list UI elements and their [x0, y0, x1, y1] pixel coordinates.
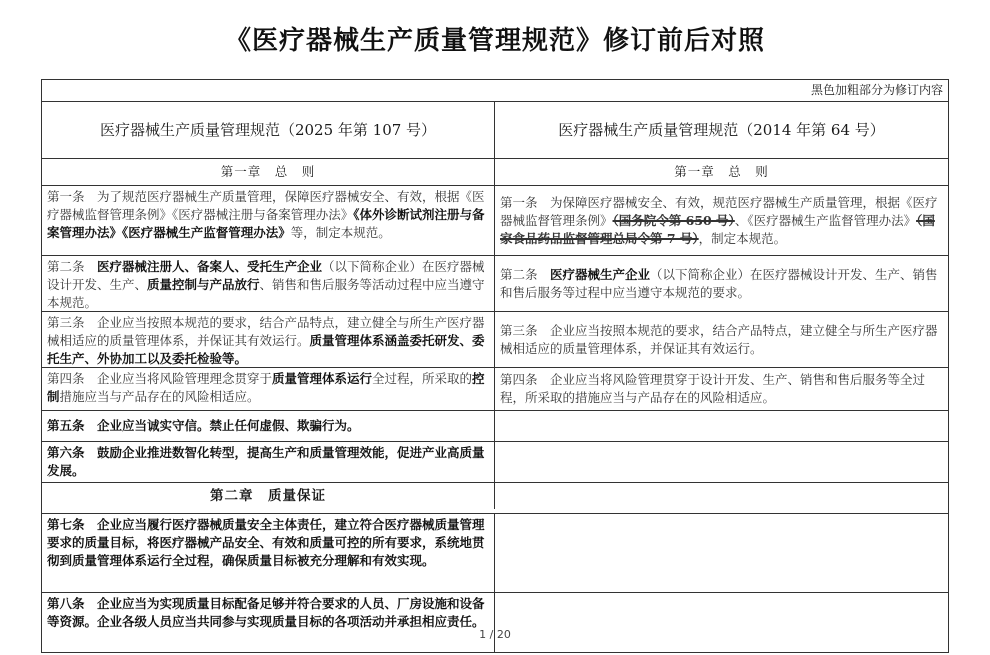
revised-text: 第六条 鼓励企业推进数智化转型，提高生产和质量管理效能，促进产业高质量发展。	[47, 445, 485, 478]
revised-text: 质量控制与产品放行	[147, 277, 260, 292]
chapter-heading-new: 第一章 总 则	[42, 159, 495, 185]
article-5-new	[42, 411, 495, 441]
article-text: （以下简称企业）在医疗器械设计开发、生产、	[47, 259, 485, 292]
article-text: 全过程，所采取的	[372, 371, 473, 386]
article-text: 、《医疗器械生产监督管理办法》	[734, 212, 917, 228]
article-1-old-text	[500, 194, 943, 248]
article-row	[42, 256, 949, 312]
chapter-heading-old: 第一章 总 则	[495, 159, 949, 185]
revised-text: 质量管理体系涵盖委托研发、委托生产、外协加工以及委托检验等。	[47, 333, 485, 366]
article-1-old	[495, 186, 949, 255]
note-row	[42, 80, 949, 102]
article-text: 、销售和售后服务等活动过程中应当遵守本规范。	[47, 277, 485, 310]
revised-text: 第五条 企业应当诚实守信。禁止任何虚假、欺骗行为。	[47, 418, 360, 433]
revised-text: 第八条 企业应当为实现质量目标配备足够并符合要求的人员、厂房设施和设备等资源。企业各级人员应当共同参与实现质量目标的各项活动并承担相应责任。	[47, 596, 485, 629]
article-3-new	[42, 312, 495, 367]
article-text: 第二条	[47, 259, 98, 274]
article-4-new	[42, 368, 495, 410]
article-row	[42, 514, 949, 593]
revised-text: 第七条 企业应当履行医疗器械质量安全主体责任，建立符合医疗器械质量管理要求的质量目标，将医疗器械产品安全、有效和质量可控的所有要求，系统地贯彻到质量管理体系运行全过程，确保质量目标被充分理解和有效实现。	[47, 517, 485, 568]
header-row	[42, 102, 949, 159]
chapter-row	[42, 483, 949, 514]
deleted-text: （国务院令第 650 号）	[612, 212, 735, 228]
chapter-2-old-empty	[495, 483, 949, 513]
article-text: 第一条 为保障医疗器械安全、有效，规范医疗器械生产质量管理，根据《医疗器械监督管理条例》	[500, 194, 938, 228]
revision-note: 黑色加粗部分为修订内容	[42, 80, 949, 101]
article-row	[42, 411, 949, 442]
article-row	[42, 442, 949, 483]
article-8-new	[42, 593, 495, 652]
article-3-old-text	[500, 322, 943, 358]
revised-text: 控制	[47, 371, 485, 404]
revised-text: 医疗器械生产企业	[550, 266, 651, 282]
article-2-old	[495, 256, 949, 311]
page-number: 1 / 20	[479, 628, 511, 641]
article-row	[42, 186, 949, 256]
article-text: 第三条 企业应当按照本规范的要求，结合产品特点，建立健全与所生产医疗器械相适应的质量管理体系，并保证其有效运行。	[500, 322, 938, 356]
article-text: 第四条 企业应当将风险管理理念贯穿于	[47, 371, 273, 386]
article-3-old	[495, 312, 949, 367]
article-2-new	[42, 256, 495, 311]
column-header-old: 医疗器械生产质量管理规范（2014 年第 64 号）	[495, 102, 949, 158]
article-text: 第三条 企业应当按照本规范的要求，结合产品特点，建立健全与所生产医疗器械相适应的质量管理体系，并保证其有效运行。	[47, 315, 485, 348]
comparison-table	[41, 79, 949, 653]
chapter-2-heading: 第二章 质量保证	[42, 483, 495, 509]
article-row	[42, 368, 949, 411]
article-5-old-empty	[495, 411, 949, 441]
article-4-old	[495, 368, 949, 410]
article-text: ，制定本规范。	[698, 230, 787, 246]
article-row	[42, 312, 949, 368]
document-title: 《医疗器械生产质量管理规范》修订前后对照	[224, 26, 765, 56]
article-8-old-empty	[495, 593, 949, 652]
article-1-new	[42, 186, 495, 255]
article-4-old-text	[500, 371, 943, 407]
article-text: 第一条 为了规范医疗器械生产质量管理，保障医疗器械安全、有效，根据《医疗器械监督管理条例》《医疗器械注册与备案管理办法》	[47, 189, 485, 222]
article-2-old-text	[500, 266, 943, 302]
article-text: 第四条 企业应当将风险管理贯穿于设计开发、生产、销售和售后服务等全过程，所采取的措施应当与产品存在的风险相适应。	[500, 372, 926, 405]
article-6-old-empty	[495, 442, 949, 482]
article-6-new	[42, 442, 495, 482]
article-5-new-text	[47, 417, 360, 435]
revised-text: 《体外诊断试剂注册与备案管理办法》《医疗器械生产监督管理办法》	[47, 207, 485, 240]
article-row	[42, 593, 949, 653]
article-text: （以下简称企业）在医疗器械设计开发、生产、销售和售后服务等过程中应当遵守本规范的要求。	[500, 266, 938, 300]
column-header-new: 医疗器械生产质量管理规范（2025 年第 107 号）	[42, 102, 495, 158]
article-text: 等，制定本规范。	[290, 225, 391, 240]
deleted-text: （国家食品药品监督管理总局令第 7 号）	[500, 212, 935, 246]
revised-text: 质量管理体系运行	[272, 371, 373, 386]
article-7-new	[42, 514, 495, 592]
article-7-old-empty	[495, 514, 949, 592]
article-text: 措施应当与产品存在的风险相适应。	[59, 389, 260, 404]
revised-text: 医疗器械注册人、备案人、受托生产企业	[97, 259, 323, 274]
chapter-row	[42, 159, 949, 186]
article-text: 第二条	[500, 266, 551, 282]
